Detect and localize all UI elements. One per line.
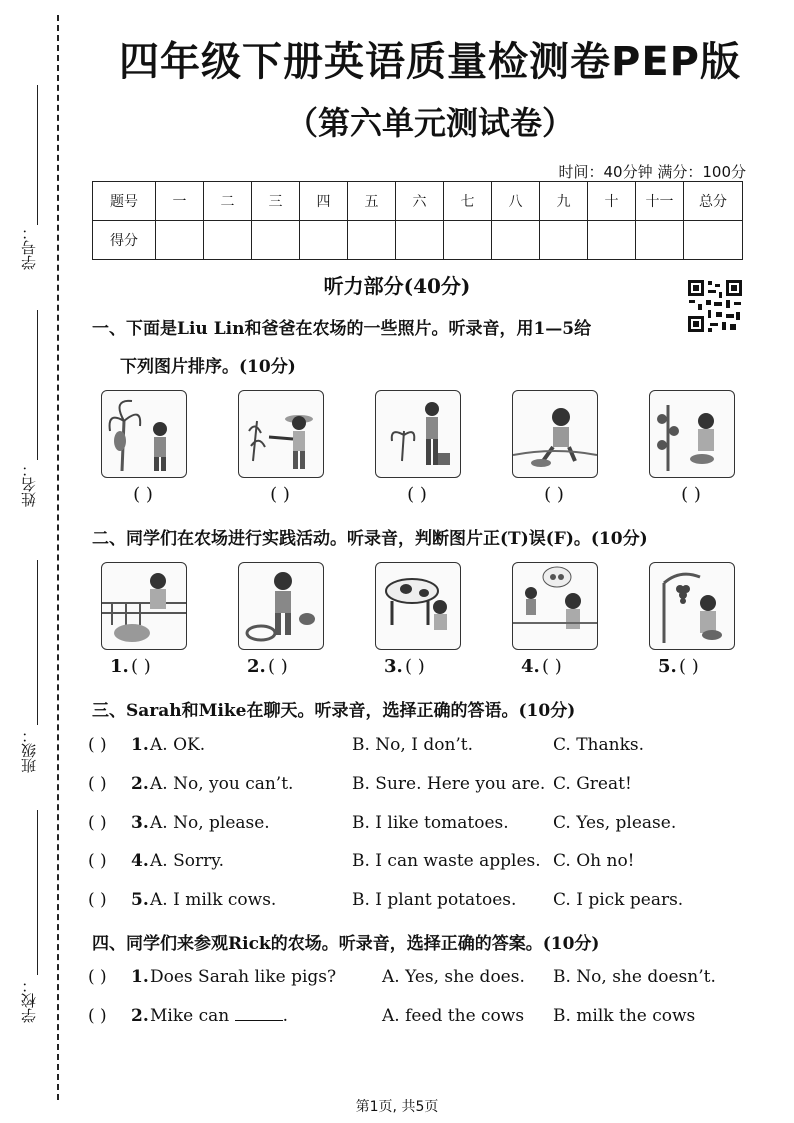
q4-option-a: A. feed the cows xyxy=(382,1006,525,1026)
score-cell: 六 xyxy=(396,182,444,221)
score-cell: 十一 xyxy=(636,182,684,221)
school-line xyxy=(37,810,38,975)
school-label: 学校： xyxy=(20,978,38,1023)
score-cell: 五 xyxy=(348,182,396,221)
q4-question-stem: Mike can xyxy=(150,1006,230,1026)
question-4-title: 四、同学们来参观Rick的农场。听录音，选择正确的答案。(10分) xyxy=(92,934,600,954)
student-no-label: 学号： xyxy=(20,225,38,270)
q3-option-c: C. I pick pears. xyxy=(553,890,684,910)
score-input-cell[interactable] xyxy=(252,221,300,260)
q4-option-b: B. No, she doesn’t. xyxy=(553,967,716,987)
q3-item-number: 2. xyxy=(131,774,149,794)
q3-option-c: C. Yes, please. xyxy=(553,813,677,833)
planting-picture xyxy=(375,390,461,478)
score-table-score-row xyxy=(93,221,743,260)
kids-farm-picture xyxy=(512,562,598,650)
score-table xyxy=(92,181,743,260)
score-cell: 九 xyxy=(540,182,588,221)
q3-option-a: A. OK. xyxy=(150,735,206,755)
score-input-cell[interactable] xyxy=(540,221,588,260)
question-3-title: 三、Sarah和Mike在聊天。听录音，选择正确的答语。(10分) xyxy=(92,701,576,721)
girl-milking-cow-picture xyxy=(375,562,461,650)
q3-option-c: C. Thanks. xyxy=(553,735,645,755)
q4-answer-blank[interactable]: ( ) xyxy=(88,1006,107,1026)
name-line xyxy=(37,310,38,460)
q1-answer-blank[interactable]: ( ) xyxy=(544,484,564,505)
score-cell: 题号 xyxy=(93,182,156,221)
q1-answer-blank[interactable]: ( ) xyxy=(407,484,427,505)
q3-answer-blank[interactable]: ( ) xyxy=(88,851,107,871)
q3-option-a: A. I milk cows. xyxy=(150,890,277,910)
student-no-line xyxy=(37,85,38,225)
q3-item-number: 3. xyxy=(131,813,149,833)
score-cell: 总分 xyxy=(684,182,743,221)
q3-item-number: 5. xyxy=(131,890,149,910)
q3-answer-blank[interactable]: ( ) xyxy=(88,735,107,755)
q4-answer-blank[interactable]: ( ) xyxy=(88,967,107,987)
score-input-cell[interactable] xyxy=(636,221,684,260)
score-table-header-row xyxy=(93,182,743,221)
question-1-title-cont: 下列图片排序。(10分) xyxy=(120,357,296,377)
banana-tree-picture xyxy=(101,390,187,478)
q4-item-number: 2. xyxy=(131,1006,149,1026)
q3-answer-blank[interactable]: ( ) xyxy=(88,890,107,910)
q2-answer-blank[interactable]: ( ) xyxy=(679,656,699,677)
q1-answer-blank[interactable]: ( ) xyxy=(681,484,701,505)
q1-answer-blank[interactable]: ( ) xyxy=(270,484,290,505)
score-cell: 四 xyxy=(300,182,348,221)
question-1-title: 一、下面是Liu Lin和爸爸在农场的一些照片。听录音，用1—5给 xyxy=(92,319,592,339)
q2-item-number: 2. xyxy=(247,656,266,677)
fill-in-blank[interactable] xyxy=(235,1020,283,1021)
boy-picking-picture xyxy=(238,562,324,650)
q3-option-c: C. Oh no! xyxy=(553,851,635,871)
q4-question-text: Does Sarah like pigs? xyxy=(150,967,337,987)
score-input-cell[interactable] xyxy=(492,221,540,260)
score-cell: 八 xyxy=(492,182,540,221)
question-2-title: 二、同学们在农场进行实践活动。听录音，判断图片正(T)误(F)。(10分) xyxy=(92,529,648,549)
score-input-cell[interactable] xyxy=(684,221,743,260)
q3-option-b: B. No, I don’t. xyxy=(352,735,474,755)
qr-code-icon[interactable] xyxy=(686,278,744,334)
digging-picture xyxy=(512,390,598,478)
q4-option-a: A. Yes, she does. xyxy=(382,967,525,987)
page-footer: 第1页, 共5页 xyxy=(355,1099,439,1115)
class-label: 班级： xyxy=(20,728,38,773)
score-cell: 一 xyxy=(156,182,204,221)
score-input-cell[interactable] xyxy=(204,221,252,260)
q2-item-number: 5. xyxy=(658,656,677,677)
class-line xyxy=(37,560,38,725)
q1-answer-blank[interactable]: ( ) xyxy=(133,484,153,505)
listening-heading: 听力部分(40分) xyxy=(323,274,471,298)
q3-option-b: B. I plant potatoes. xyxy=(352,890,517,910)
q2-item-number: 3. xyxy=(384,656,403,677)
binding-dashed-line xyxy=(57,15,59,1100)
q3-answer-blank[interactable]: ( ) xyxy=(88,813,107,833)
q4-item-number: 1. xyxy=(131,967,149,987)
q2-item-number: 1. xyxy=(110,656,129,677)
q4-question-text xyxy=(150,1006,288,1026)
name-label: 姓名： xyxy=(20,462,38,507)
q3-item-number: 1. xyxy=(131,735,149,755)
q3-answer-blank[interactable]: ( ) xyxy=(88,774,107,794)
q3-option-b: B. Sure. Here you are. xyxy=(352,774,546,794)
q2-answer-blank[interactable]: ( ) xyxy=(542,656,562,677)
q3-item-number: 4. xyxy=(131,851,149,871)
q3-option-a: A. Sorry. xyxy=(150,851,224,871)
q4-question-end: . xyxy=(282,1006,289,1026)
q3-option-b: B. I can waste apples. xyxy=(352,851,541,871)
score-input-cell[interactable] xyxy=(444,221,492,260)
tomatoes-picture xyxy=(649,390,735,478)
score-input-cell[interactable] xyxy=(396,221,444,260)
score-cell: 二 xyxy=(204,182,252,221)
score-input-cell[interactable] xyxy=(300,221,348,260)
q2-item-number: 4. xyxy=(521,656,540,677)
q2-answer-blank[interactable]: ( ) xyxy=(131,656,151,677)
q3-option-b: B. I like tomatoes. xyxy=(352,813,509,833)
boy-grapes-picture xyxy=(649,562,735,650)
score-cell: 七 xyxy=(444,182,492,221)
q3-option-a: A. No, please. xyxy=(150,813,270,833)
q3-option-c: C. Great! xyxy=(553,774,632,794)
score-input-cell[interactable] xyxy=(588,221,636,260)
score-input-cell[interactable] xyxy=(348,221,396,260)
q3-option-a: A. No, you can’t. xyxy=(150,774,294,794)
page-title: 四年级下册英语质量检测卷PEP版 xyxy=(119,39,741,85)
score-input-cell[interactable] xyxy=(156,221,204,260)
score-cell: 三 xyxy=(252,182,300,221)
page-subtitle: （第六单元测试卷） xyxy=(285,104,574,142)
time-info: 时间：40分钟 满分：100分 xyxy=(558,163,746,181)
girl-feeding-pig-picture xyxy=(101,562,187,650)
q4-option-b: B. milk the cows xyxy=(553,1006,696,1026)
q2-answer-blank[interactable]: ( ) xyxy=(268,656,288,677)
watering-picture xyxy=(238,390,324,478)
score-cell: 十 xyxy=(588,182,636,221)
score-row-label: 得分 xyxy=(93,221,156,260)
q2-answer-blank[interactable]: ( ) xyxy=(405,656,425,677)
